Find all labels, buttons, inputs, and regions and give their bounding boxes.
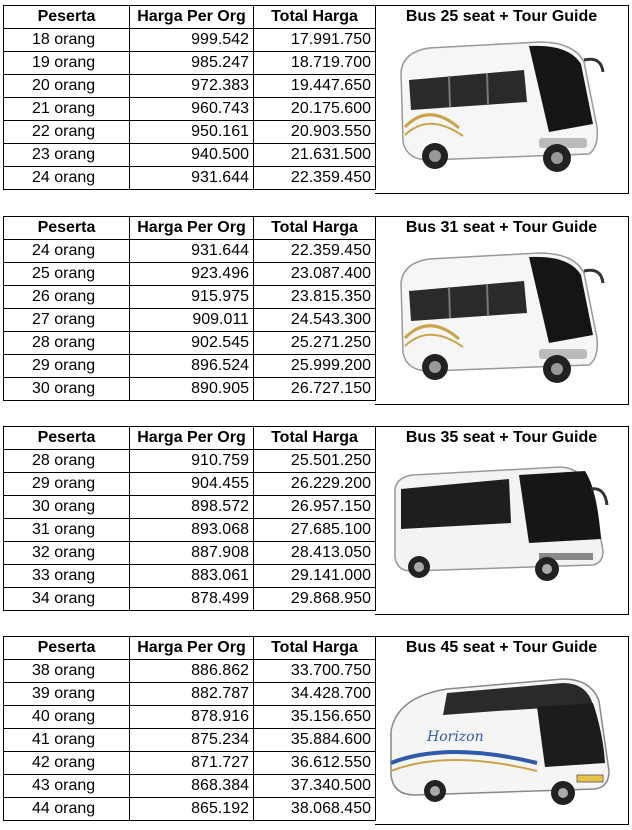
harga-cell: 931.644 [130,167,254,190]
table-row [4,775,376,798]
peserta-cell: 44 orang [4,798,130,821]
table-row [4,519,376,542]
peserta-header: Peserta [4,637,130,660]
total-cell: 35.884.600 [254,729,376,752]
table-row [4,729,376,752]
harga-cell: 923.496 [130,263,254,286]
harga-cell: 940.500 [130,144,254,167]
harga-cell: 910.759 [130,450,254,473]
harga-cell: 902.545 [130,332,254,355]
table-row [4,286,376,309]
peserta-cell: 24 orang [4,167,130,190]
coach-bus-image [389,459,611,584]
harga-cell: 865.192 [130,798,254,821]
peserta-header: Peserta [4,217,130,240]
total-cell: 24.543.300 [254,309,376,332]
total-header: Total Harga [254,427,376,450]
peserta-cell: 28 orang [4,450,130,473]
table-row [4,450,376,473]
peserta-cell: 21 orang [4,98,130,121]
total-cell: 26.229.200 [254,473,376,496]
total-cell: 29.868.950 [254,588,376,611]
bus-title: Bus 25 seat + Tour Guide [405,8,598,25]
peserta-cell: 27 orang [4,309,130,332]
bus-logo-text: Horizon [427,729,484,745]
peserta-cell: 28 orang [4,332,130,355]
header-row [4,6,376,29]
price-table [3,216,376,401]
total-cell: 20.175.600 [254,98,376,121]
peserta-cell: 34 orang [4,588,130,611]
table-row [4,542,376,565]
table-row [4,98,376,121]
table-row [4,240,376,263]
harga-cell: 893.068 [130,519,254,542]
peserta-cell: 41 orang [4,729,130,752]
table-row [4,332,376,355]
peserta-cell: 30 orang [4,378,130,401]
total-cell: 34.428.700 [254,683,376,706]
table-row [4,798,376,821]
table-row [4,309,376,332]
peserta-cell: 18 orang [4,29,130,52]
harga-cell: 886.862 [130,660,254,683]
minibus-image [389,32,609,182]
total-cell: 28.413.050 [254,542,376,565]
harga-header: Harga Per Org [130,6,254,29]
total-cell: 25.271.250 [254,332,376,355]
peserta-cell: 38 orang [4,660,130,683]
peserta-cell: 20 orang [4,75,130,98]
table-row [4,683,376,706]
table-row [4,752,376,775]
harga-header: Harga Per Org [130,427,254,450]
price-table [3,636,376,821]
total-cell: 19.447.650 [254,75,376,98]
harga-cell: 878.916 [130,706,254,729]
peserta-cell: 26 orang [4,286,130,309]
peserta-header: Peserta [4,427,130,450]
header-row [4,637,376,660]
table-row [4,496,376,519]
harga-cell: 890.905 [130,378,254,401]
bus-panel [375,636,629,825]
total-cell: 33.700.750 [254,660,376,683]
peserta-cell: 43 orang [4,775,130,798]
total-cell: 26.957.150 [254,496,376,519]
table-row [4,706,376,729]
table-row [4,121,376,144]
peserta-cell: 40 orang [4,706,130,729]
peserta-cell: 32 orang [4,542,130,565]
bus-title: Bus 35 seat + Tour Guide [405,429,598,446]
harga-cell: 999.542 [130,29,254,52]
bus-panel [375,216,629,405]
total-cell: 23.815.350 [254,286,376,309]
harga-cell: 882.787 [130,683,254,706]
table-row [4,144,376,167]
table-row [4,378,376,401]
harga-cell: 904.455 [130,473,254,496]
total-cell: 18.719.700 [254,52,376,75]
total-cell: 25.501.250 [254,450,376,473]
peserta-header: Peserta [4,6,130,29]
harga-cell: 915.975 [130,286,254,309]
peserta-cell: 30 orang [4,496,130,519]
total-cell: 37.340.500 [254,775,376,798]
total-cell: 23.087.400 [254,263,376,286]
total-header: Total Harga [254,6,376,29]
peserta-cell: 24 orang [4,240,130,263]
table-row [4,167,376,190]
total-cell: 22.359.450 [254,240,376,263]
peserta-cell: 19 orang [4,52,130,75]
table-row [4,473,376,496]
table-row [4,565,376,588]
harga-cell: 898.572 [130,496,254,519]
bus-title: Bus 31 seat + Tour Guide [405,219,598,236]
bus-title: Bus 45 seat + Tour Guide [405,639,598,656]
peserta-cell: 22 orang [4,121,130,144]
total-cell: 25.999.200 [254,355,376,378]
header-row [4,427,376,450]
harga-cell: 896.524 [130,355,254,378]
total-cell: 27.685.100 [254,519,376,542]
harga-cell: 950.161 [130,121,254,144]
total-header: Total Harga [254,217,376,240]
harga-header: Harga Per Org [130,637,254,660]
minibus-image [389,243,609,393]
total-cell: 38.068.450 [254,798,376,821]
table-row [4,29,376,52]
peserta-cell: 39 orang [4,683,130,706]
harga-cell: 960.743 [130,98,254,121]
peserta-cell: 29 orang [4,355,130,378]
table-row [4,263,376,286]
harga-cell: 909.011 [130,309,254,332]
peserta-cell: 31 orang [4,519,130,542]
harga-cell: 887.908 [130,542,254,565]
harga-cell: 972.383 [130,75,254,98]
total-cell: 21.631.500 [254,144,376,167]
harga-header: Harga Per Org [130,217,254,240]
price-table [3,5,376,190]
table-row [4,52,376,75]
harga-cell: 875.234 [130,729,254,752]
price-table [3,426,376,611]
bus-panel [375,426,629,615]
total-cell: 26.727.150 [254,378,376,401]
total-cell: 20.903.550 [254,121,376,144]
peserta-cell: 25 orang [4,263,130,286]
harga-cell: 883.061 [130,565,254,588]
header-row [4,217,376,240]
harga-cell: 878.499 [130,588,254,611]
total-cell: 22.359.450 [254,167,376,190]
total-cell: 29.141.000 [254,565,376,588]
peserta-cell: 33 orang [4,565,130,588]
harga-cell: 931.644 [130,240,254,263]
horizon-bus-image [387,671,613,806]
peserta-cell: 23 orang [4,144,130,167]
table-row [4,75,376,98]
total-header: Total Harga [254,637,376,660]
table-row [4,588,376,611]
total-cell: 35.156.650 [254,706,376,729]
total-cell: 36.612.550 [254,752,376,775]
table-row [4,660,376,683]
peserta-cell: 42 orang [4,752,130,775]
total-cell: 17.991.750 [254,29,376,52]
harga-cell: 868.384 [130,775,254,798]
harga-cell: 871.727 [130,752,254,775]
bus-panel [375,5,629,194]
harga-cell: 985.247 [130,52,254,75]
peserta-cell: 29 orang [4,473,130,496]
table-row [4,355,376,378]
